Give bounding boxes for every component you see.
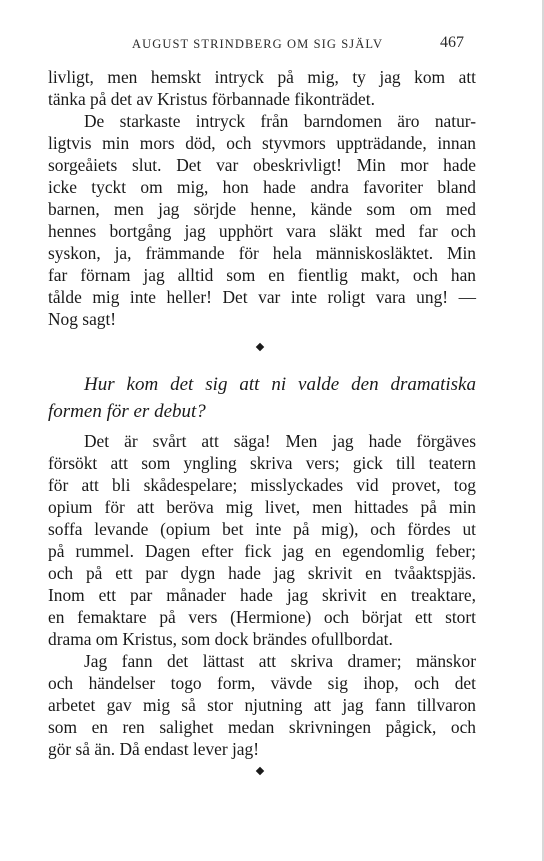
- text-line: livligt, men hemskt intryck på mig, ty jag kom att: [48, 67, 476, 87]
- text-line: arbetet gav mig så stor njutning att jag fann tillvaron: [48, 695, 476, 715]
- text-line: sorgeåiets slut. Det var obeskrivligt! Min mor hade: [48, 155, 476, 175]
- section-ornament: [256, 343, 264, 351]
- text-line: på rummel. Dagen efter fick jag en egendomlig feber;: [48, 541, 476, 561]
- text-line: icke tyckt om mig, hon hade andra favoriter bland: [48, 177, 476, 197]
- text-line: som en ren salighet medan skrivningen pågick, och: [48, 717, 476, 737]
- text-line: Det är svårt att säga! Men jag hade förgäves: [84, 431, 476, 451]
- text-line: Nog sagt!: [48, 309, 117, 329]
- text-line: drama om Kristus, som dock brändes ofullbordat.: [48, 629, 393, 649]
- text-line: Inom ett par månader hade jag skrivit en treaktare,: [48, 585, 476, 605]
- section-ornament: [256, 767, 264, 775]
- interview-question: [48, 371, 476, 425]
- running-head: AUGUST STRINDBERG OM SIG SJÄLV: [132, 37, 384, 51]
- page-number: 467: [440, 34, 464, 51]
- paragraph-continued: [48, 66, 476, 110]
- question-line: formen för er debut?: [48, 401, 206, 422]
- text-line: och händelser togo form, vävde sig ihop, och det: [48, 673, 476, 693]
- text-line: en femaktare på vers (Hermione) och börjat ett stort: [48, 607, 476, 627]
- text-line: far förnam jag alltid som en fientlig makt, och han: [48, 265, 476, 285]
- text-line: ligtvis min mors död, och styvmors uppträdande, innan: [48, 133, 476, 153]
- text-line: hennes bortgång jag upphört vara släkt med far och: [48, 221, 476, 241]
- question-line: Hur kom det sig att ni valde den dramatiska: [84, 374, 476, 395]
- text-line: tålde mig inte heller! Det var inte roligt vara ung! —: [48, 287, 476, 307]
- text-line: syskon, ja, främmande för hela människosläktet. Min: [48, 243, 476, 263]
- text-line: och på ett par dygn hade jag skrivit en tvåaktspjäs.: [48, 563, 476, 583]
- paragraph-answer: [48, 430, 476, 650]
- paragraph-childhood: [48, 110, 476, 330]
- text-line: tänka på det av Kristus förbannade fikonträdet.: [48, 89, 375, 109]
- text-line: soffa levande (opium bet inte på mig), och fördes ut: [48, 519, 476, 539]
- text-line: De starkaste intryck från barndomen äro natur-: [84, 111, 476, 131]
- text-line: Jag fann det lättast att skriva dramer; mänskor: [84, 651, 476, 671]
- text-line: gör så än. Då endast lever jag!: [48, 739, 260, 759]
- text-line: opium för att beröva mig livet, men hittades på min: [48, 497, 476, 517]
- text-line: försökt att som yngling skriva vers; gick till teatern: [48, 453, 476, 473]
- paragraph-writing: [48, 650, 476, 760]
- text-line: barnen, men jag sörjde henne, kände som om med: [48, 199, 476, 219]
- text-line: för att bli skådespelare; misslyckades vid provet, tog: [48, 475, 476, 495]
